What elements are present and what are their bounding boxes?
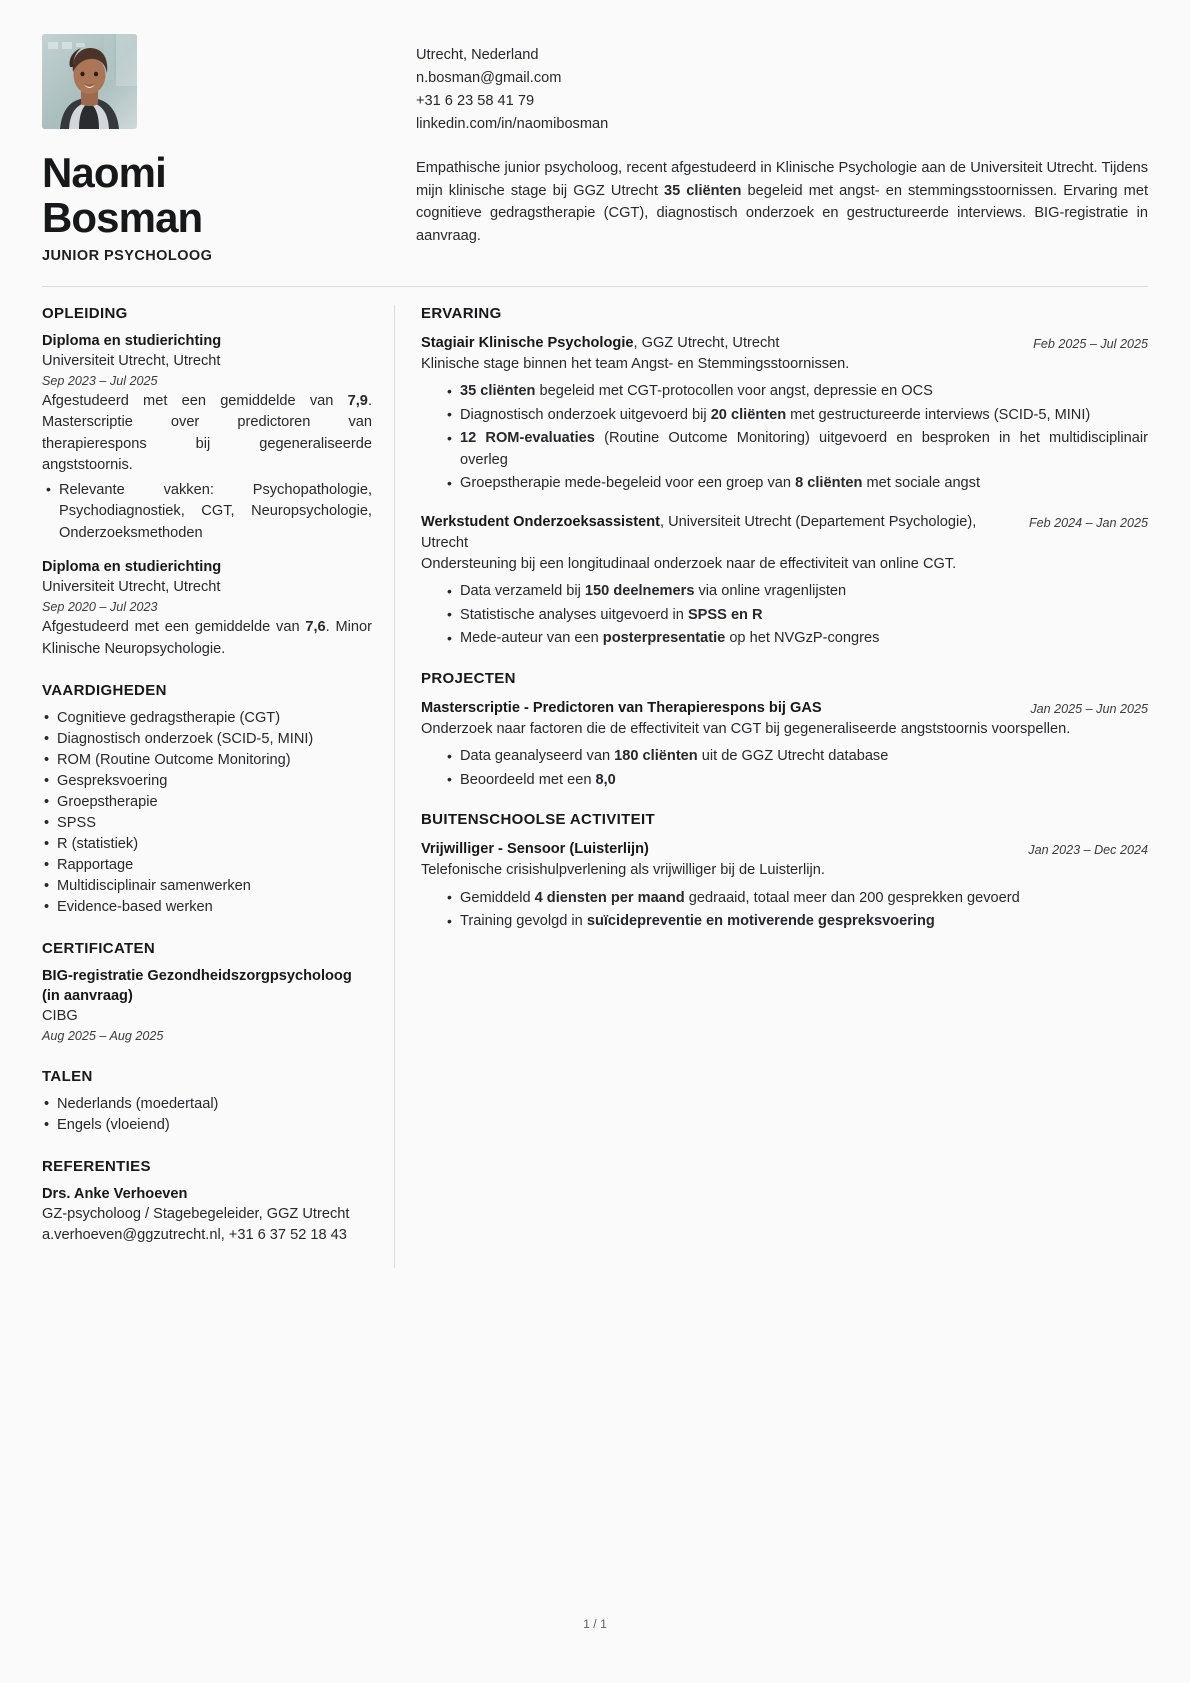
section-references <box>42 1158 372 1246</box>
list-item: • SPSS <box>42 813 372 834</box>
entry-description: Afgestudeerd met een gemiddelde van 7,6. Minor Klinische Neuropsychologie. <box>42 619 372 657</box>
contact-location: Utrecht, Nederland <box>416 47 539 63</box>
entry-bullets <box>421 581 1148 650</box>
list-item: • Mede-auteur van een posterpresentatie op het NVGzP-congres <box>443 628 1148 650</box>
list-item: • Beoordeeld met een 8,0 <box>443 770 1148 792</box>
reference-entries <box>42 1184 372 1246</box>
date-range: Feb 2024 – Jan 2025 <box>1028 515 1148 530</box>
section-certificates <box>42 940 372 1046</box>
list-item: • Statistische analyses uitgevoerd in SPSS en R <box>443 605 1148 627</box>
page-footer <box>0 1617 1190 1631</box>
list-item: • Evidence-based werken <box>42 897 372 918</box>
education-entry <box>42 331 372 545</box>
timeline-entry <box>421 698 1148 792</box>
entry-title-block <box>421 512 1013 554</box>
entry-role: Vrijwilliger - Sensoor (Luisterlijn) <box>421 841 649 858</box>
list-item: • Multidisciplinair samenwerken <box>42 876 372 897</box>
list-item: • Groepstherapie mede-begeleid voor een groep van 8 cliënten met sociale angst <box>443 473 1148 495</box>
extracurricular-entries <box>421 839 1148 933</box>
list-item: • 35 cliënten begeleid met CGT-protocollen voor angst, depressie en OCS <box>443 381 1148 403</box>
section-title-extracurricular: BUITENSCHOOLSE ACTIVITEIT <box>421 811 656 829</box>
date-range: Jan 2023 – Dec 2024 <box>1028 843 1148 858</box>
timeline-entry <box>421 333 1148 495</box>
certificate-issuer: CIBG <box>42 1008 78 1025</box>
entry-title-block <box>421 839 1012 860</box>
contact-linkedin[interactable]: linkedin.com/in/naomibosman <box>416 116 609 132</box>
education-entries <box>42 331 372 661</box>
date-range: Feb 2025 – Jul 2025 <box>1033 336 1148 351</box>
section-education <box>42 305 372 661</box>
reference-entry <box>42 1184 372 1246</box>
section-title-languages: TALEN <box>42 1068 93 1086</box>
portrait-photo-icon <box>42 34 137 129</box>
section-title-references: REFERENTIES <box>42 1158 151 1176</box>
school-name: Universiteit Utrecht, Utrecht <box>42 579 221 596</box>
timeline-entry <box>421 512 1148 650</box>
list-item: • Cognitieve gedragstherapie (CGT) <box>42 708 372 729</box>
list-item: • Diagnostisch onderzoek (SCID-5, MINI) <box>42 729 372 750</box>
section-title-experience: ERVARING <box>421 304 502 322</box>
list-item: • Gemiddeld 4 diensten per maand gedraaid, totaal meer dan 200 gesprekken gevoerd <box>443 888 1148 910</box>
section-skills <box>42 682 372 918</box>
list-item: • 12 ROM-evaluaties (Routine Outcome Monitoring) uitgevoerd en besproken in het multidisciplinair overleg <box>443 428 1148 471</box>
entry-bullets <box>421 746 1148 791</box>
list-item: • ROM (Routine Outcome Monitoring) <box>42 750 372 771</box>
entry-description: Klinische stage binnen het team Angst- en Stemmingsstoornissen. <box>421 355 850 372</box>
section-title-education: OPLEIDING <box>42 304 128 322</box>
entry-bullets <box>42 480 372 545</box>
entry-bullets <box>421 888 1148 933</box>
certificate-entry <box>42 966 372 1046</box>
experience-entries <box>421 333 1148 650</box>
reference-contact[interactable]: a.verhoeven@ggzutrecht.nl, +31 6 37 52 18 43 <box>42 1227 347 1244</box>
reference-role: GZ-psycholoog / Stagebegeleider, GGZ Utrecht <box>42 1206 350 1223</box>
list-item: • Data geanalyseerd van 180 cliënten uit de GGZ Utrecht database <box>443 746 1148 768</box>
page-indicator: 1 / 1 <box>583 1617 607 1631</box>
section-title-skills: VAARDIGHEDEN <box>42 682 167 700</box>
section-title-certificates: CERTIFICATEN <box>42 940 156 958</box>
entry-title-block <box>421 333 1017 354</box>
entry-description: Afgestudeerd met een gemiddelde van 7,9. Masterscriptie over predictoren van therapierespons bij gegeneraliseerde angststoornis. <box>42 392 372 474</box>
entry-organisation: , Universiteit Utrecht (Departement Psychologie), Utrecht <box>421 513 977 551</box>
last-name: Bosman <box>42 193 203 241</box>
header-identity-block <box>42 34 394 264</box>
contact-phone[interactable]: +31 6 23 58 41 79 <box>416 93 535 109</box>
list-item: • Gespreksvoering <box>42 771 372 792</box>
entry-organisation: , GGZ Utrecht, Utrecht <box>633 334 780 351</box>
degree-title: Diploma en studierichting <box>42 559 222 576</box>
avatar <box>42 34 137 129</box>
entry-description: Ondersteuning bij een longitudinaal onderzoek naar de effectiviteit van online CGT. <box>421 555 957 572</box>
entry-description: Onderzoek naar factoren die de effectiviteit van CGT bij gegeneraliseerde angststoornis voorspellen. <box>421 720 1071 737</box>
timeline-entry <box>421 839 1148 933</box>
list-item: • R (statistiek) <box>42 834 372 855</box>
entry-header-row <box>421 512 1148 554</box>
school-name: Universiteit Utrecht, Utrecht <box>42 352 221 369</box>
skills-list <box>42 708 372 918</box>
certificate-entries <box>42 966 372 1046</box>
list-item: • Relevante vakken: Psychopathologie, Psychodiagnostiek, CGT, Neuropsychologie, Onderzoeksmethoden <box>42 480 372 545</box>
resume-header <box>42 34 1148 286</box>
first-name: Naomi <box>42 149 166 196</box>
list-item: • Groepstherapie <box>42 792 372 813</box>
contact-email[interactable]: n.bosman@gmail.com <box>416 70 562 86</box>
section-experience <box>421 305 1148 650</box>
section-languages <box>42 1068 372 1136</box>
section-extracurricular <box>421 811 1148 933</box>
list-item: • Data verzameld bij 150 deelnemers via online vragenlijsten <box>443 581 1148 603</box>
project-entries <box>421 698 1148 792</box>
section-title-projects: PROJECTEN <box>421 669 516 687</box>
date-range: Jan 2025 – Jun 2025 <box>1030 701 1148 716</box>
entry-role: Masterscriptie - Predictoren van Therapierespons bij GAS <box>421 699 822 716</box>
list-item: • Rapportage <box>42 855 372 876</box>
reference-name: Drs. Anke Verhoeven <box>42 1186 188 1203</box>
page-title <box>42 151 374 241</box>
entry-header-row <box>421 333 1148 354</box>
header-contact-block <box>394 34 1148 247</box>
resume-body <box>42 287 1148 1269</box>
main-column <box>394 305 1148 1269</box>
job-title: JUNIOR PSYCHOLOOG <box>42 247 213 264</box>
entry-description: Telefonische crisishulpverlening als vrijwilliger bij de Luisterlijn. <box>421 862 825 879</box>
entry-bullets <box>421 381 1148 495</box>
entry-header-row <box>421 698 1148 719</box>
education-entry <box>42 557 372 660</box>
degree-title: Diploma en studierichting <box>42 332 222 349</box>
professional-summary: Empathische junior psycholoog, recent afgestudeerd in Klinische Psychologie aan de Universiteit Utrecht. Tijdens mijn klinische stage bij GGZ Utrecht 35 cliënten begeleid met angst- en stemmingsstoornissen. Ervaring met cognitieve gedragstherapie (CGT), diagnostisch onderzoek en gestructureerde interviews. BIG-registratie in aanvraag. <box>416 160 1149 244</box>
list-item: • Engels (vloeiend) <box>42 1115 372 1136</box>
date-range: Aug 2025 – Aug 2025 <box>42 1029 164 1044</box>
entry-header-row <box>421 839 1148 860</box>
date-range: Sep 2023 – Jul 2025 <box>42 373 158 388</box>
list-item: • Nederlands (moedertaal) <box>42 1094 372 1115</box>
sidebar-column <box>42 305 394 1269</box>
languages-list <box>42 1094 372 1136</box>
list-item: • Diagnostisch onderzoek uitgevoerd bij 20 cliënten met gestructureerde interviews (SCID-5, MINI) <box>443 405 1148 427</box>
entry-role: Stagiair Klinische Psychologie <box>421 334 634 351</box>
entry-role: Werkstudent Onderzoeksassistent <box>421 513 660 530</box>
certificate-name: BIG-registratie Gezondheidszorgpsycholoog (in aanvraag) <box>42 968 352 1005</box>
date-range: Sep 2020 – Jul 2023 <box>42 600 158 615</box>
entry-title-block <box>421 698 1014 719</box>
section-projects <box>421 670 1148 792</box>
list-item: • Training gevolgd in suïcidepreventie en motiverende gespreksvoering <box>443 911 1148 933</box>
